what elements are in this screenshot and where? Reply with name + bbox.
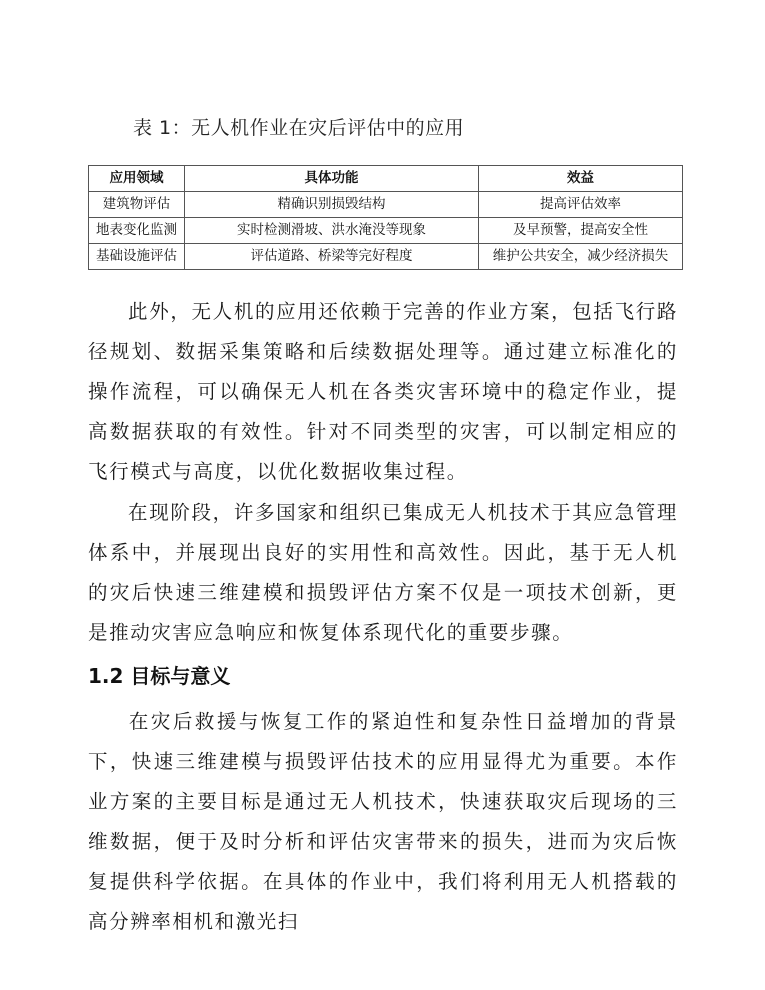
table-cell: 实时检测滑坡、洪水淹没等现象 bbox=[185, 218, 479, 244]
section-heading: 1.2 目标与意义 bbox=[88, 664, 231, 688]
body-paragraph bbox=[88, 292, 678, 492]
table-cell: 评估道路、桥梁等完好程度 bbox=[185, 244, 479, 270]
table-row bbox=[89, 192, 683, 218]
table-header-row bbox=[89, 166, 683, 192]
table-cell: 维护公共安全，减少经济损失 bbox=[479, 244, 683, 270]
table-caption: 表 1：无人机作业在灾后评估中的应用 bbox=[133, 117, 465, 139]
table-cell: 精确识别损毁结构 bbox=[185, 192, 479, 218]
table-cell: 地表变化监测 bbox=[89, 218, 185, 244]
body-paragraph bbox=[88, 702, 678, 942]
paragraph-text: 此外，无人机的应用还依赖于完善的作业方案，包括飞行路径规划、数据采集策略和后续数据处理等。通过建立标准化的操作流程，可以确保无人机在各类灾害环境中的稳定作业，提高数据获取的有效性。针对不同类型的灾害，可以制定相应的飞行模式与高度，以优化数据收集过程。 bbox=[88, 300, 678, 483]
table-cell: 及早预警，提高安全性 bbox=[479, 218, 683, 244]
table-cell: 提高评估效率 bbox=[479, 192, 683, 218]
paragraph-text: 在灾后救援与恢复工作的紧迫性和复杂性日益增加的背景下，快速三维建模与损毁评估技术的应用显得尤为重要。本作业方案的主要目标是通过无人机技术，快速获取灾后现场的三维数据，便于及时分析和评估灾害带来的损失，进而为灾后恢复提供科学依据。在具体的作业中，我们将利用无人机搭载的高分辨率相机和激光扫 bbox=[88, 710, 678, 933]
table-cell: 基础设施评估 bbox=[89, 244, 185, 270]
application-table bbox=[88, 165, 683, 270]
table-row bbox=[89, 218, 683, 244]
table-header-cell: 具体功能 bbox=[185, 166, 479, 192]
table-row bbox=[89, 244, 683, 270]
paragraph-text: 在现阶段，许多国家和组织已集成无人机技术于其应急管理体系中，并展现出良好的实用性和高效性。因此，基于无人机的灾后快速三维建模和损毁评估方案不仅是一项技术创新，更是推动灾害应急响应和恢复体系现代化的重要步骤。 bbox=[88, 501, 678, 644]
table-header-cell: 应用领域 bbox=[89, 166, 185, 192]
table-header-cell: 效益 bbox=[479, 166, 683, 192]
table-cell: 建筑物评估 bbox=[89, 192, 185, 218]
body-paragraph bbox=[88, 493, 678, 653]
